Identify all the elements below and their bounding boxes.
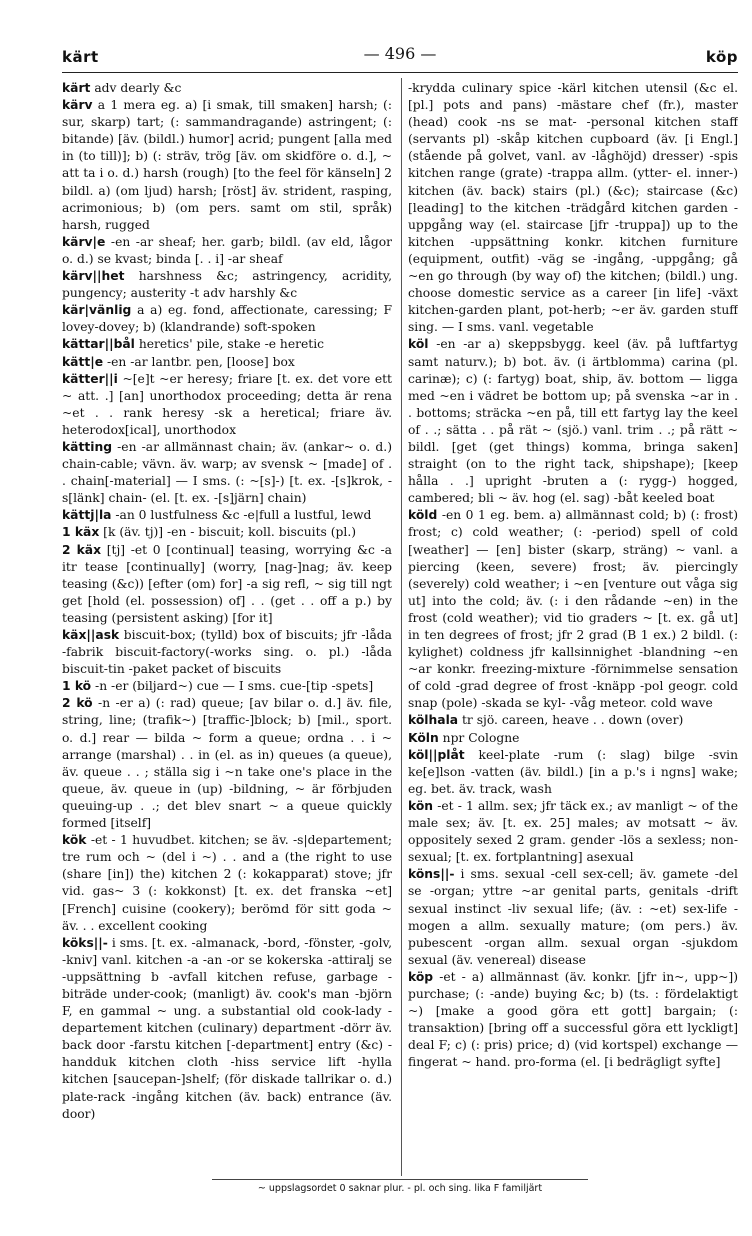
dictionary-entry: [62, 935, 392, 1123]
dictionary-entry: [62, 80, 392, 97]
dictionary-entry: [408, 712, 738, 729]
dictionary-entry: [62, 439, 392, 507]
entry-headword: kölhala: [408, 713, 459, 728]
entry-headword: Köln: [408, 730, 439, 745]
entry-headword: kärv||het: [62, 269, 125, 284]
dictionary-entry: [62, 542, 392, 627]
dictionary-entry: [62, 302, 392, 336]
entry-headword: köl: [408, 337, 429, 352]
entry-definition: i sms. [t. ex. -almanack, -bord, -fönster, -golv, -kniv] vanl. kitchen -a -an -or se kokerska -attiralj se -uppsättning b -avfall kitchen refuse, garbage -biträde under-cook; (manligt) äv. cook's man -björn F, en gammal ~ ung. a substantial old cook-lady -departement kitchen (culinary) department -dörr äv. back door -farstu kitchen [-department] entry (&c) -handduk kitchen cloth -hiss service lift -hylla kitchen [saucepan-]shelf; (för diskade tallrikar o. d.) plate-rack -ingång kitchen (äv. back) entrance (äv. door): [62, 935, 392, 1121]
dictionary-entry: [62, 524, 392, 541]
entry-headword: kätter||i: [62, 371, 118, 386]
dictionary-entry: [408, 336, 738, 507]
dictionary-entry: [62, 336, 392, 353]
entry-headword: kättj|la: [62, 508, 112, 523]
dictionary-entry: [62, 268, 392, 302]
page-header: [62, 44, 738, 70]
entry-definition: [k (äv. tj)] -en - biscuit; koll. biscuits (pl.): [99, 525, 357, 540]
dictionary-entry: [62, 507, 392, 524]
dictionary-entry: [62, 695, 392, 832]
entry-headword: köns||-: [408, 867, 455, 882]
entry-definition: harshness &c; astringency, acridity, pungency; austerity -t adv harshly &c: [62, 269, 392, 301]
entry-headword: köp: [408, 969, 434, 984]
entry-headword: 1 kö: [62, 679, 92, 694]
entry-headword: kön: [408, 798, 434, 813]
header-first-word: kärt: [62, 48, 99, 66]
entry-headword: köld: [408, 508, 438, 523]
entry-headword: kättar||bål: [62, 337, 135, 352]
header-last-word: köp: [705, 48, 738, 66]
dictionary-entry: [62, 627, 392, 678]
entry-definition: [tj] -et 0 [continual] teasing, worrying &c -a itr tease [continually] (worry, [nag-]nag; äv. keep teasing (&c)) [efter (om) for] -a sig refl, ~ sig till ngt get [hold (el. possession) of] . . (get . . off a p.) by teasing (persistent asking) [for it]: [62, 542, 392, 625]
dictionary-entry: [408, 730, 738, 747]
entry-headword: kätt|e: [62, 354, 104, 369]
footer-rule: [212, 1179, 588, 1180]
entry-headword: kärt: [62, 81, 91, 95]
header-rule: [62, 72, 738, 73]
entry-headword: kär|vänlig: [62, 303, 132, 318]
dictionary-entry: [62, 354, 392, 371]
entry-definition: -en -ar lantbr. pen, [loose] box: [103, 354, 295, 369]
entry-headword: 2 käx: [62, 542, 102, 557]
entry-definition: keel-plate -rum (: slag) bilge -svin ke[e]lson -vatten (äv. bildl.) [in a p.'s i ngns] wake; eg. bet. äv. track, wash: [408, 747, 738, 796]
entry-definition: ~[e]t ~er heresy; friare [t. ex. det vore ett ~ att. .] [an] unorthodox proceeding; detta är rena ~et . . rank heresy -sk a heretical; friare äv. heterodox[ical], unorthodox: [62, 371, 392, 437]
entry-definition: -an 0 lustfulness &c -e|full a lustful, lewd: [111, 508, 372, 523]
entry-definition: -en -ar allmännast chain; äv. (ankar~ o. d.) chain-cable; vävn. äv. warp; av svensk ~ [made] of . . chain[-material] — I sms. (: ~[s]-) [t. ex. -[s]krok, -s[länk] chain- (el. [t. ex. -[s]järn] chain): [62, 439, 392, 506]
entry-headword: kök: [62, 833, 87, 848]
dictionary-entry: [408, 798, 738, 866]
entry-definition: -en -ar sheaf; her. garb; bildl. (av eld, lågor o. d.) se kvast; binda [. . i] -ar sheaf: [62, 234, 392, 266]
entry-definition: a 1 mera eg. a) [i smak, till smaken] harsh; (: sur, skarp) tart; (: sammandragande) astringent; (: bitande) [äv. (bildl.) humor] acrid; pungent [alla med in (to till)]; b) (: sträv, trög [äv. om skidföre o. d.], ~ att ta i o. d.) harsh (rough) [to the feel för känseln] 2 bildl. a) (om ljud) harsh; [röst] äv. strident, rasping, acrimonious; b) (om pers. samt om stil, språk) harsh, rugged: [62, 98, 392, 232]
entry-definition: adv dearly &c: [90, 81, 182, 95]
entry-headword: käx||ask: [62, 628, 120, 642]
entry-definition: -et - a) allmännast (äv. konkr. [jfr in~, upp~]) purchase; (: -ande) buying &c; b) (ts. : fördelaktigt ~) [make a good göra ett gott] bargain; (: transaktion) [bring off a successful göra ett lyckligt] deal F; c) (: pris) price; d) (vid kortspel) exchange — fingerat ~ hand. pro-forma (el. [i bedrägligt syfte]: [408, 969, 738, 1070]
entry-definition: -en -ar a) skeppsbygg. keel (äv. på luftfartyg samt naturv.); b) bot. äv. (i ärtblomma) carina (pl. carinæ); c) (: fartyg) boat, ship, äv. bottom — ligga med ~en i vädret be bottom up; på svenska ~ar in . . bottoms; sträcka ~en på, till ett fartyg lay the keel of . .; sätta . . på rät ~ (sjö.) vanl. trim . .; på rätt ~ bildl. [get (get things) komma, bringa saken] straight (on to the right tack, shipshape); [keep hålla . .] upright -bruten a (: rygg-) hogged, cambered; bli ~ äv. hog (el. sag) -båt keeled boat: [408, 337, 738, 506]
entry-definition: -et - 1 allm. sex; jfr täck ex.; av manligt ~ of the male sex; äv. [t. ex. 25] males; av motsatt ~ äv. oppositely sexed 2 gram. gender -lös a sexless; non-sexual; [t. ex. fortplantning] asexual: [408, 798, 738, 865]
entry-headword: kätting: [62, 439, 113, 454]
entry-headword: köks||-: [62, 935, 108, 950]
dictionary-entry: [62, 678, 392, 695]
dictionary-entry: [62, 371, 392, 439]
entry-definition: -krydda culinary spice -kärl kitchen utensil (&c el. [pl.] pots and pans) -mästare chef (fr.), master (head) cook -ns se mat- -personal kitchen staff (servants pl) -skåp kitchen cupboard (äv. [i Engl.] (stående på golvet, vanl. av -låghöjd) dresser) -spis kitchen range (grate) -trappa allm. (ytter- el. inner-) kitchen (äv. back) stairs (pl.) (&c); staircase (&c) [leading] to the kitchen -trädgård kitchen garden -uppgång way (el. staircase [jfr -truppa]) up to the kitchen -uppsättning konkr. kitchen furniture (equipment, outfit) -väg se -ingång, -uppgång; gå ~en go through (by way of) the kitchen; (bildl.) ung. choose domestic service as a career [in life] -växt kitchen-garden plant, pot-herb; ~er äv. garden stuff sing. — I sms. vanl. vegetable: [408, 81, 738, 335]
dictionary-entry: [408, 866, 738, 969]
entry-headword: köl||plåt: [408, 747, 465, 762]
entry-definition: i sms. sexual -cell sex-cell; äv. gamete -del se -organ; yttre ~ar genital parts, genitals -drift sexual instinct -liv sexual life; (äv. : ~et) sex-life -mogen a allm. sexually mature; (om pers.) äv. pubescent -organ allm. sexual organ -sjukdom sexual (äv. venereal) disease: [408, 867, 738, 967]
footer-legend: ~ uppslagsordet 0 saknar plur. - pl. och sing. lika F familjärt: [257, 1183, 543, 1194]
entry-headword: 1 käx: [62, 525, 100, 540]
dictionary-entry: [408, 969, 738, 1072]
entry-headword: kärv|e: [62, 234, 106, 249]
column-divider: [401, 78, 402, 1176]
right-column: [408, 80, 738, 1175]
entry-definition: a a) eg. fond, affectionate, caressing; F lovey-dovey; b) (klandrande) soft-spoken: [62, 303, 392, 335]
entry-definition: -et - 1 huvudbet. kitchen; se äv. -s|departement; tre rum och ~ (del i ~) . . and a (the right to use (share [in]) the) kitchen 2 (: kokapparat) stove; jfr vid. gas~ 3 (: kokkonst) [t. ex. det franska ~et] [French] cuisine (cookery); berömd för sitt goda ~ äv. . . excellent cooking: [62, 833, 392, 933]
left-column: [62, 80, 392, 1175]
dictionary-entry: [62, 832, 392, 935]
dictionary-entry: [408, 507, 738, 712]
dictionary-entry: [62, 234, 392, 268]
page-number: — 496 —: [363, 44, 437, 63]
entry-definition: tr sjö. careen, heave . . down (over): [458, 713, 684, 728]
entry-definition: heretics' pile, stake -e heretic: [134, 337, 325, 352]
entry-definition: -n -er a) (: rad) queue; [av bilar o. d.] äv. file, string, line; (trafik~) [traffic-]block; b) [mil., sport. o. d.] rear — bilda ~ form a queue; ordna . . i ~ arrange (marshal) . . in (el. as in) queues (a queue), äv. queue . . ; ställa sig i ~n take one's place in the queue, äv. queue in (up) -bildning, ~ är förbjuden queuing-up . .; det blev snart ~ a queue quickly formed [itself]: [62, 696, 392, 831]
entry-headword: 2 kö: [62, 696, 93, 711]
entry-headword: kärv: [62, 98, 93, 113]
dictionary-entry: [408, 747, 738, 798]
entry-definition: biscuit-box; (tylld) box of biscuits; jfr -låda -fabrik biscuit-factory(-works sing. o. pl.) -låda biscuit-tin -paket packet of biscuits: [62, 628, 392, 677]
dictionary-entry: [62, 97, 392, 234]
entry-definition: npr Cologne: [438, 730, 520, 745]
entry-definition: -n -er (biljard~) cue — I sms. cue-[tip -spets]: [91, 679, 374, 694]
dictionary-page: [62, 40, 738, 1200]
dictionary-entry: [408, 80, 738, 336]
entry-definition: -en 0 1 eg. bem. a) allmännast cold; b) (: frost) frost; c) cold weather; (: -period) spell of cold [weather] — [en] bister (skarp, sträng) ~ vanl. a piercing (keen, severe) frost; äv. piercingly (severely) cold weather; i ~en [venture out våga sig ut] into the cold; äv. (: i den rådande ~en) in the frost (cold weather); vid tio graders ~ [t. ex. gå ut] in ten degrees of frost; jfr 2 grad (B 1 ex.) 2 bildl. (: kylighet) coldness jfr kallsinnighet -blandning ~en ~ar konkr. freezing-mixture -förnimmelse sensation of cold -grad degree of frost -knäpp -pol geogr. cold snap (pole) -skada se kyl- -våg meteor. cold wave: [408, 508, 738, 711]
